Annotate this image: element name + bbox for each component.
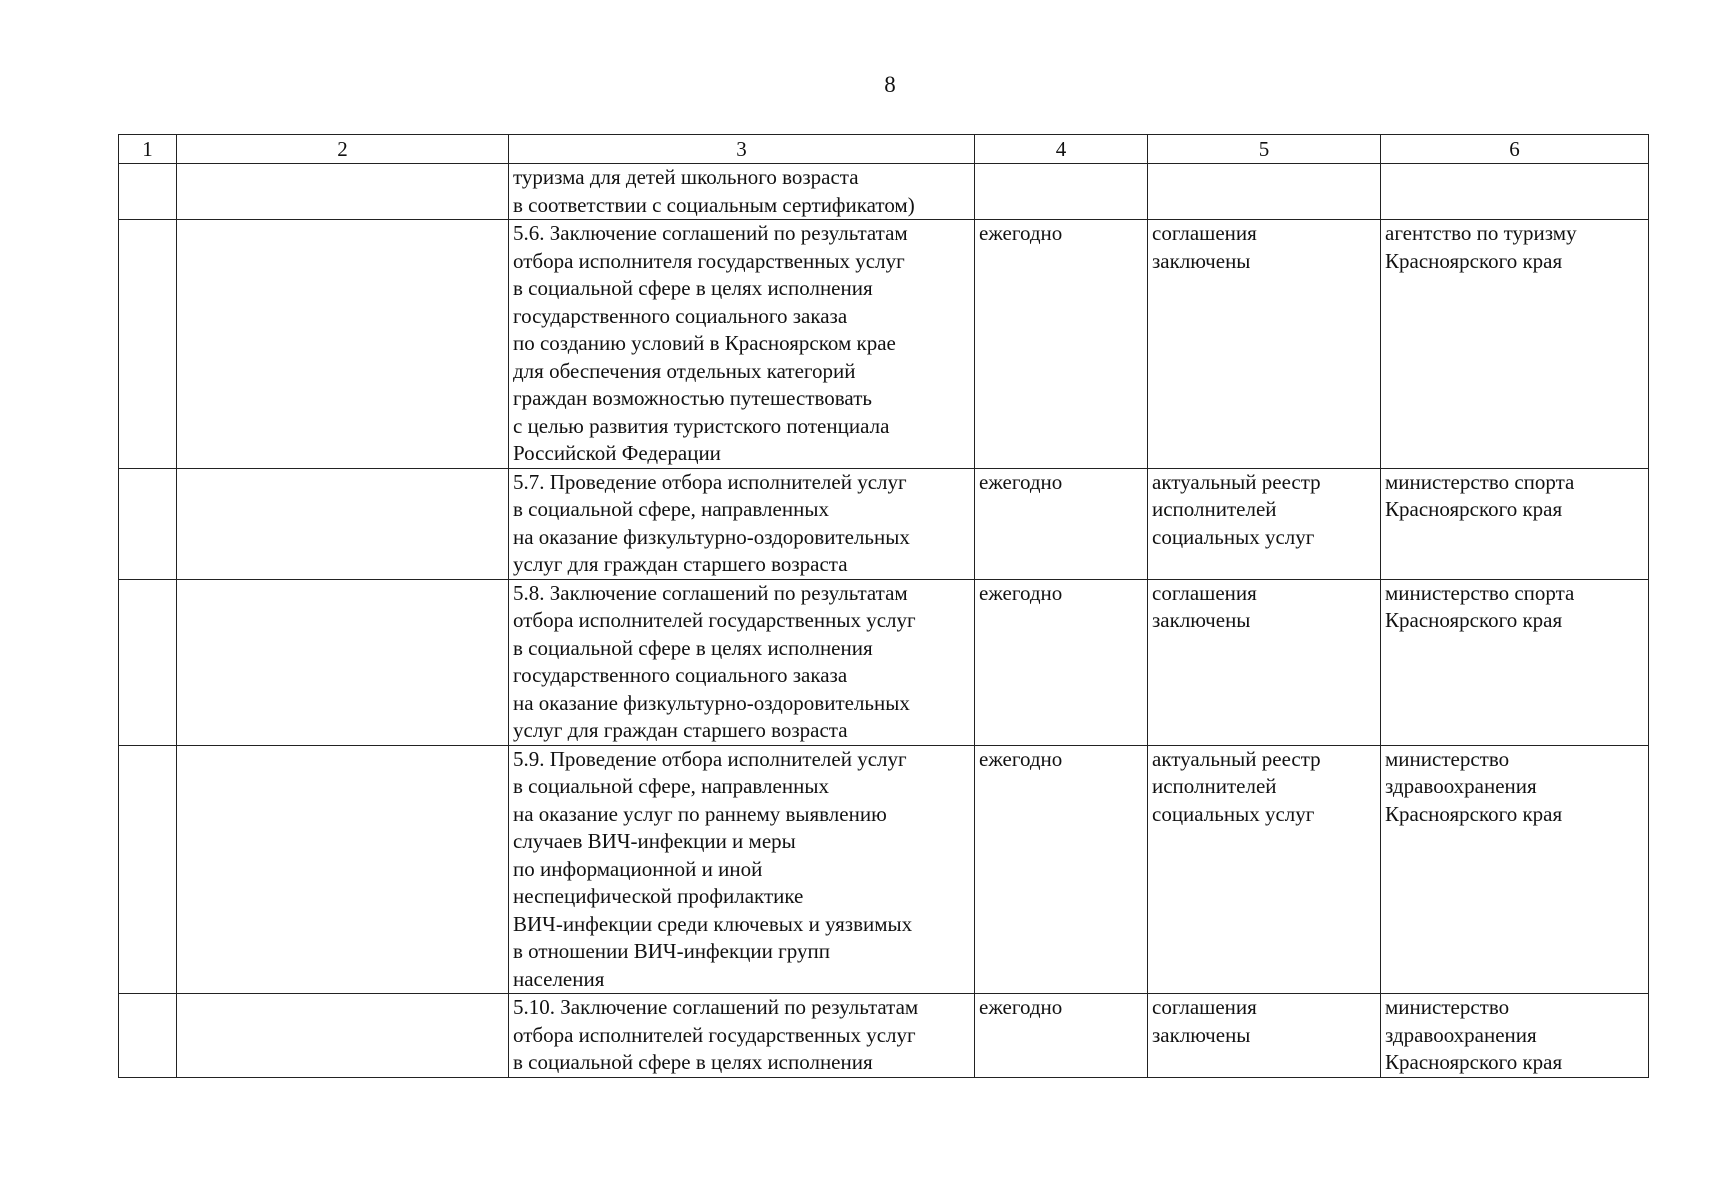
cell-line: населения (513, 966, 605, 991)
cell-line: здравоохранения (1385, 774, 1537, 798)
plan-table (118, 134, 1649, 1078)
cell-line: 5.9. Проведение отбора исполнителей услуг (513, 746, 907, 771)
cell-line: министерство (1385, 995, 1510, 1019)
cell-line: соглашения (1152, 995, 1257, 1019)
column-header-1: 1 (119, 135, 177, 164)
cell-result (1148, 220, 1381, 469)
cell-section (177, 579, 509, 745)
cell-line: случаев ВИЧ-инфекции и меры (513, 829, 796, 853)
cell-line: с целью развития туристского потенциала (513, 413, 890, 438)
cell-line: Красноярского края (1385, 608, 1563, 632)
column-header-2: 2 (177, 135, 509, 164)
cell-line: актуальный реестр (1152, 469, 1321, 494)
column-header-5: 5 (1148, 135, 1381, 164)
cell-line: на оказание услуг по раннему выявлению (513, 801, 887, 826)
cell-line: Красноярского края (1385, 801, 1563, 826)
cell-line: Российской Федерации (513, 441, 721, 465)
cell-line: отбора исполнителя государственных услуг (513, 248, 905, 273)
cell-line: на оказание физкультурно-оздоровительных (513, 690, 910, 715)
cell-deadline (975, 468, 1148, 579)
cell-section (177, 220, 509, 469)
cell-line: соглашения (1152, 580, 1257, 605)
table-row (119, 579, 1649, 745)
cell-measure (509, 994, 975, 1078)
cell-measure (509, 468, 975, 579)
cell-section (177, 745, 509, 994)
cell-responsible (1381, 745, 1649, 994)
cell-line: в социальной сфере в целях исполнения (513, 276, 873, 300)
cell-measure (509, 220, 975, 469)
cell-deadline (975, 579, 1148, 745)
cell-line: ежегодно (979, 746, 1063, 771)
cell-responsible (1381, 220, 1649, 469)
page-number: 8 (884, 72, 896, 97)
cell-line: туризма для детей школьного возраста (513, 165, 859, 189)
cell-line: ежегодно (979, 221, 1063, 245)
cell-line: 5.7. Проведение отбора исполнителей услуг (513, 469, 907, 494)
cell-line: 5.8. Заключение соглашений по результатам (513, 580, 908, 605)
header-row (119, 135, 1649, 164)
cell-line: ежегодно (979, 995, 1063, 1019)
cell-responsible (1381, 468, 1649, 579)
cell-line: ежегодно (979, 469, 1063, 494)
cell-result (1148, 994, 1381, 1078)
cell-line: заключены (1152, 608, 1251, 632)
cell-line: неспецифической профилактике (513, 884, 804, 908)
cell-line: услуг для граждан старшего возраста (513, 552, 848, 576)
cell-line: в социальной сфере в целях исполнения (513, 1050, 873, 1074)
cell-result (1148, 468, 1381, 579)
cell-line: социальных услуг (1152, 801, 1315, 826)
cell-line: ежегодно (979, 580, 1063, 605)
cell-line: в социальной сфере, направленных (513, 497, 829, 521)
cell-line: Красноярского края (1385, 497, 1563, 521)
cell-line: исполнителей (1152, 774, 1277, 798)
cell-line: по созданию условий в Красноярском крае (513, 331, 896, 355)
column-header-3: 3 (509, 135, 975, 164)
cell-section (177, 994, 509, 1078)
cell-line: на оказание физкультурно-оздоровительных (513, 524, 910, 549)
cell-line: актуальный реестр (1152, 746, 1321, 771)
cell-line: государственного социального заказа (513, 663, 848, 687)
cell-line: Красноярского края (1385, 1050, 1563, 1074)
cell-line: агентство по туризму (1385, 221, 1577, 245)
cell-line: по информационной и иной (513, 856, 763, 881)
cell-line: граждан возможностью путешествовать (513, 386, 872, 410)
cell-line: ВИЧ-инфекции среди ключевых и уязвимых (513, 911, 913, 936)
cell-result (1148, 164, 1381, 220)
cell-line: услуг для граждан старшего возраста (513, 718, 848, 742)
cell-deadline (975, 745, 1148, 994)
cell-line: в соответствии с социальным сертификатом) (513, 192, 915, 217)
cell-line: исполнителей (1152, 497, 1277, 521)
cell-section (177, 468, 509, 579)
cell-line: соглашения (1152, 221, 1257, 245)
cell-line: в отношении ВИЧ-инфекции групп (513, 939, 830, 963)
cell-line: министерство (1385, 746, 1510, 771)
table-row (119, 994, 1649, 1078)
cell-line: министерство спорта (1385, 580, 1575, 605)
table-row (119, 220, 1649, 469)
cell-responsible (1381, 579, 1649, 745)
column-header-6: 6 (1381, 135, 1649, 164)
table-body (119, 164, 1649, 1078)
cell-line: заключены (1152, 248, 1251, 273)
cell-responsible (1381, 164, 1649, 220)
cell-number (119, 220, 177, 469)
cell-number (119, 164, 177, 220)
cell-deadline (975, 220, 1148, 469)
cell-section (177, 164, 509, 220)
table-row (119, 164, 1649, 220)
cell-line: министерство спорта (1385, 469, 1575, 494)
table-row (119, 745, 1649, 994)
cell-deadline (975, 994, 1148, 1078)
cell-line: 5.6. Заключение соглашений по результатам (513, 221, 908, 245)
cell-result (1148, 579, 1381, 745)
cell-line: отбора исполнителей государственных услуг (513, 1022, 916, 1047)
column-header-4: 4 (975, 135, 1148, 164)
cell-line: здравоохранения (1385, 1022, 1537, 1047)
table-row (119, 468, 1649, 579)
cell-measure (509, 164, 975, 220)
cell-result (1148, 745, 1381, 994)
cell-line: 5.10. Заключение соглашений по результатам (513, 995, 919, 1019)
cell-measure (509, 745, 975, 994)
cell-line: отбора исполнителей государственных услуг (513, 608, 916, 632)
cell-line: государственного социального заказа (513, 303, 848, 328)
cell-line: заключены (1152, 1022, 1251, 1047)
cell-number (119, 468, 177, 579)
cell-line: социальных услуг (1152, 524, 1315, 549)
cell-number (119, 994, 177, 1078)
cell-line: в социальной сфере в целях исполнения (513, 635, 873, 660)
cell-measure (509, 579, 975, 745)
cell-deadline (975, 164, 1148, 220)
cell-line: в социальной сфере, направленных (513, 774, 829, 798)
cell-number (119, 579, 177, 745)
cell-line: для обеспечения отдельных категорий (513, 358, 856, 383)
cell-line: Красноярского края (1385, 248, 1563, 273)
cell-responsible (1381, 994, 1649, 1078)
cell-number (119, 745, 177, 994)
